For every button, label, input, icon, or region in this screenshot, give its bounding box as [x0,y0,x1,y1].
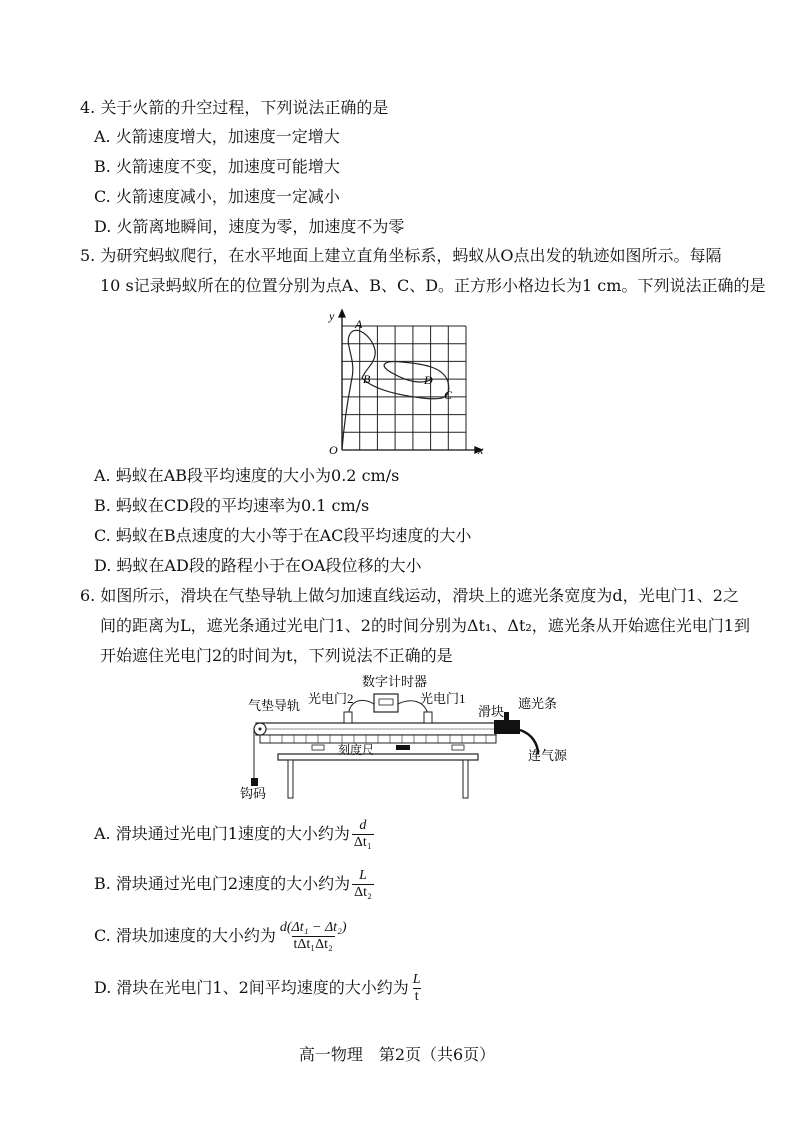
origin-label: O [329,443,338,456]
q6-option-a-text: A. 滑块通过光电门1速度的大小约为 [94,824,350,843]
fraction-denominator: Δt₂ [354,885,372,900]
point-d-label: D [424,373,433,387]
q4-option-b: B. 火箭速度不变，加速度可能增大 [94,157,340,176]
strip-label: 遮光条 [518,696,558,711]
q4-stem: 4. 关于火箭的升空过程，下列说法正确的是 [80,98,389,117]
q4-option-a: A. 火箭速度增大，加速度一定增大 [94,127,340,146]
fraction-numerator: d [359,818,367,833]
q6-option-c-text: C. 滑块加速度的大小约为 [94,926,276,945]
air-track-figure [238,668,583,803]
fraction-denominator: t [414,989,419,1004]
gate2-label: 光电门2 [308,691,354,706]
timer-label: 数字计时器 [362,674,428,689]
table-top [278,754,478,760]
fraction-denominator: Δt₁ [353,835,372,850]
weight-label: 钩码 [240,786,267,801]
q6-stem-line3: 开始遮住光电门2的时间为t，下列说法不正确的是 [100,646,453,665]
ant-trajectory-figure [322,306,492,456]
slider-label: 滑块 [478,704,505,719]
q6-option-d [94,972,423,1005]
slider-block [494,720,520,734]
fraction-numerator: d(Δt₁ − Δt₂) [279,920,347,935]
point-a-label: A [355,317,363,331]
photogate-1 [424,712,432,723]
q6-option-d-fraction [411,972,423,1005]
q6-option-d-text: D. 滑块在光电门1、2间平均速度的大小约为 [94,978,409,997]
page-footer: 高一物理 第2页（共6页） [298,1045,496,1064]
q6-option-c-fraction [278,920,349,953]
y-axis-label: y [329,309,335,323]
q6-option-b-fraction [352,868,374,901]
q6-stem-line2: 间的距离为L，遮光条通过光电门1、2的时间分别为Δt₁、Δt₂，遮光条从开始遮住光电门1到 [100,616,750,635]
ruler-label: 刻度尺 [338,743,375,757]
q5-option-c: C. 蚂蚁在B点速度的大小等于在AC段平均速度的大小 [94,526,472,545]
q6-option-b-text: B. 滑块通过光电门2速度的大小约为 [94,874,351,893]
q5-option-d: D. 蚂蚁在AD段的路程小于在OA段位移的大小 [94,556,422,575]
point-c-label: C [444,388,453,402]
q6-option-b [94,868,374,901]
q5-stem-line1: 5. 为研究蚂蚁爬行，在水平地面上建立直角坐标系，蚂蚁从O点出发的轨迹如图所示。每隔 [80,246,722,265]
x-axis-label: x [478,443,484,456]
q6-option-c [94,920,349,953]
q6-option-a [94,818,374,851]
point-b-label: B [363,372,371,386]
fraction-numerator: L [359,868,367,883]
digital-timer [374,694,398,712]
q5-option-b: B. 蚂蚁在CD段的平均速率为0.1 cm/s [94,496,370,515]
fraction-denominator: tΔt₁Δt₂ [293,937,333,952]
q6-option-a-fraction [352,818,374,851]
gate1-label: 光电门1 [420,691,466,706]
air-source-label: 连气源 [528,748,568,763]
track-label: 气垫导轨 [248,698,301,713]
q4-option-d: D. 火箭离地瞬间，速度为零，加速度不为零 [94,217,405,236]
q5-stem-line2: 10 s记录蚂蚁所在的位置分别为点A、B、C、D。正方形小格边长为1 cm。下列说法正确的是 [100,276,766,295]
q4-option-c: C. 火箭速度减小，加速度一定减小 [94,187,340,206]
light-strip [504,712,509,721]
fraction-numerator: L [412,972,421,987]
photogate-2 [344,712,352,723]
q6-stem-line1: 6. 如图所示，滑块在气垫导轨上做匀加速直线运动，滑块上的遮光条宽度为d，光电门1、2之 [80,586,739,605]
q5-option-a: A. 蚂蚁在AB段平均速度的大小为0.2 cm/s [94,466,400,485]
hook-weight [251,778,258,786]
